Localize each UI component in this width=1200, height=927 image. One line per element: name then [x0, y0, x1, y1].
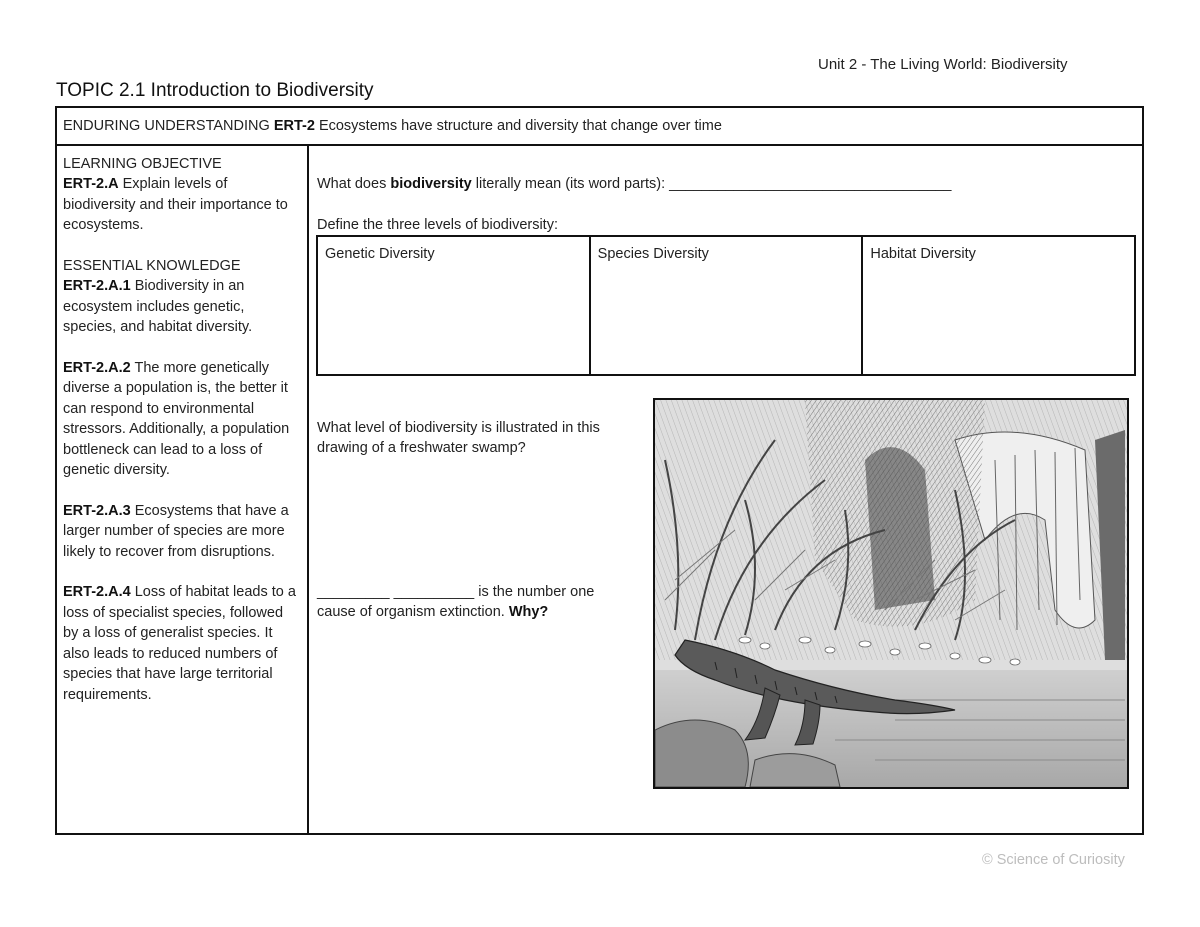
ek-text: Ecosystems that have a larger number of species are more likely to recover from disruptions.	[63, 502, 289, 560]
lo-code: ERT-2.A	[63, 176, 119, 193]
essential-knowledge-4	[63, 582, 301, 704]
swamp-illustration	[653, 398, 1129, 789]
q4-why: Why?	[508, 604, 549, 621]
species-diversity-cell[interactable]: Species Diversity	[589, 237, 862, 374]
ek-code: ERT-2.A.1	[63, 278, 131, 295]
essential-knowledge-2	[63, 358, 301, 480]
habitat-diversity-cell[interactable]: Habitat Diversity	[861, 237, 1134, 374]
ek-text: Loss of habitat leads to a loss of specialist species, followed by a loss of generalist species. It also leads to reduced numbers of species that have large territorial requirements.	[63, 584, 296, 703]
q1-pre: What does	[317, 176, 387, 192]
learning-objective	[63, 154, 301, 236]
ek-label: ESSENTIAL KNOWLEDGE	[63, 258, 241, 275]
page-title: TOPIC 2.1 Introduction to Biodiversity	[56, 80, 374, 101]
copyright-notice: © Science of Curiosity	[982, 852, 1125, 868]
essential-knowledge-1	[63, 256, 301, 338]
eu-code: ERT-2	[273, 118, 315, 134]
genetic-diversity-cell[interactable]: Genetic Diversity	[325, 246, 435, 262]
q1-bold: biodiversity	[390, 176, 472, 192]
question-word-parts	[317, 176, 951, 192]
q4-text: is the number one cause of organism extinction.	[317, 584, 595, 621]
ek-text: Biodiversity in an ecosystem includes genetic, species, and habitat diversity.	[63, 278, 253, 336]
question-extinction-cause	[317, 582, 637, 623]
question-swamp-level: What level of biodiversity is illustrated in this drawing of a freshwater swamp?	[317, 420, 600, 457]
standards-column	[57, 146, 309, 835]
eu-text: Ecosystems have structure and diversity that change over time	[318, 118, 722, 134]
lo-label: LEARNING OBJECTIVE	[63, 156, 222, 172]
q1-post: literally mean (its word parts): ___________________________________	[475, 176, 952, 192]
answer-blanks: _________ __________	[317, 584, 475, 600]
ek-code: ERT-2.A.2	[63, 360, 131, 377]
ek-text: The more genetically diverse a population is, the better it can respond to environmental stressors. Additionally, a population bottleneck can lead to a loss of genetic diversity.	[63, 360, 290, 479]
essential-knowledge-3	[63, 501, 301, 562]
unit-header: Unit 2 - The Living World: Biodiversity	[818, 56, 1068, 73]
levels-table	[316, 235, 1136, 376]
ek-code: ERT-2.A.4	[63, 584, 131, 601]
lo-text: Explain levels of biodiversity and their importance to ecosystems.	[63, 176, 288, 234]
question-define-levels: Define the three levels of biodiversity:	[317, 217, 558, 233]
enduring-understanding-row	[57, 108, 1142, 146]
worksheet-table	[55, 106, 1144, 835]
ek-code: ERT-2.A.3	[63, 502, 131, 519]
questions-column	[309, 146, 1144, 835]
eu-label: ENDURING UNDERSTANDING	[63, 118, 270, 134]
